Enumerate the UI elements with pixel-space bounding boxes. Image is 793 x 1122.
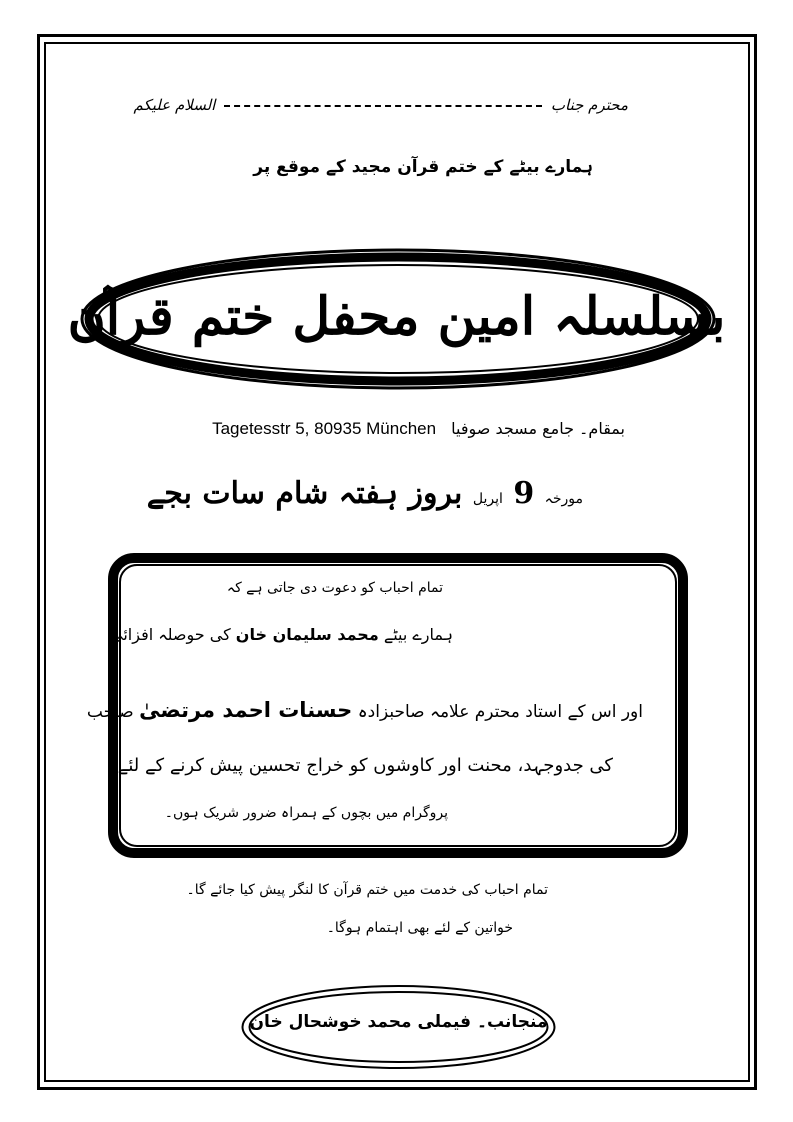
date-month: اپریل (472, 491, 503, 507)
son-name: محمد سلیمان خان (235, 625, 379, 644)
invitation-line-2 (110, 625, 453, 644)
invitation-line-4: کی جدوجہد، محنت اور کاوشوں کو خراج تحسین پیش کرنے کے لئے (117, 755, 613, 776)
name-blank-line (224, 105, 542, 107)
teacher-name: حسنات احمد مرتضیٰ (139, 698, 353, 722)
date-day: 9 (513, 476, 535, 511)
date-prefix: مورخہ (544, 491, 583, 507)
greeting-line (134, 96, 628, 114)
women-note: خواتین کے لئے بھی اہتمام ہوگا۔ (326, 920, 513, 936)
invitation-line-3 (87, 698, 643, 722)
host-label: منجانب۔ (476, 1012, 548, 1032)
host-name: فیملی محمد خوشحال خان (249, 1012, 472, 1032)
langar-note: تمام احباب کی خدمت میں ختم قرآن کا لنگر پیش کیا جائے گا۔ (186, 882, 548, 898)
venue-line (205, 419, 625, 439)
page-title: بسلسلہ امین محفل ختم قرآن (67, 286, 726, 347)
invitation-line-5: پروگرام میں بچوں کے ہمراہ ضرور شریک ہوں۔ (164, 805, 448, 821)
invitation-line-2-post: کی حوصلہ افزائی (110, 625, 231, 644)
invitation-line-2-pre: ہمارے بیٹے (383, 625, 453, 644)
invitation-line-3-pre: اور اس کے استاد محترم علامہ صاحبزادہ (357, 702, 643, 722)
salutation: محترم جناب (550, 96, 628, 114)
invitation-line-3-post: صاحب (86, 702, 134, 722)
salam: السلام علیکم (133, 96, 216, 114)
occasion-line: ہمارے بیٹے کے ختم قرآن مجید کے موقع پر (253, 157, 593, 177)
date-rest: بروز ہفتہ شام سات بجے (146, 476, 463, 511)
host-line (240, 1011, 557, 1032)
venue-label: بمقام۔ جامع مسجد صوفیا (451, 419, 625, 438)
date-line (147, 476, 583, 511)
invitation-line-1: تمام احباب کو دعوت دی جاتی ہے کہ (226, 580, 443, 596)
venue-address: Tagetesstr 5, 80935 München (212, 419, 437, 438)
